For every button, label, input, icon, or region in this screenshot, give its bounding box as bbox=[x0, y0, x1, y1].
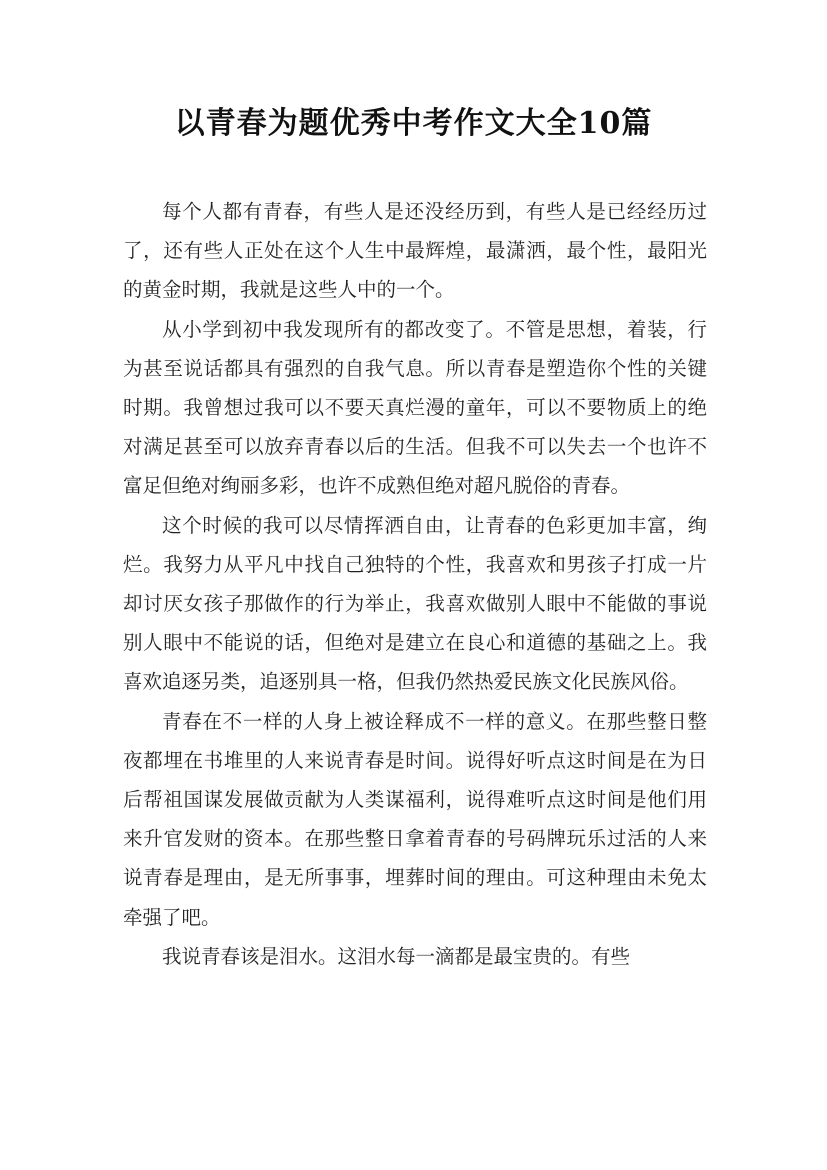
paragraph: 我说青春该是泪水。这泪水每一滴都是最宝贵的。有些 bbox=[162, 944, 631, 968]
paragraph: 青春在不一样的人身上被诠释成不一样的意义。在那些整日整夜都埋在书堆里的人来说青春是时间。说得好听点这时间是在为日后帮祖国谋发展做贡献为人类谋福利，说得难听点这时间是他们用来升官发财的资本。在那些整日拿着青春的号码牌玩乐过活的人来说青春是理由，是无所事事，埋葬时间的理由。可这种理由未免太牵强了吧。 bbox=[123, 709, 707, 929]
paragraph: 从小学到初中我发现所有的都改变了。不管是思想，着装，行为甚至说话都具有强烈的自我气息。所以青春是塑造你个性的关键时期。我曾想过我可以不要天真烂漫的童年，可以不要物质上的绝对满足甚至可以放弃青春以后的生活。但我不可以失去一个也许不富足但绝对绚丽多彩，也许不成熟但绝对超凡脱俗的青春。 bbox=[123, 317, 707, 498]
paragraph: 每个人都有青春，有些人是还没经历到，有些人是已经经历过了，还有些人正处在这个人生中最辉煌，最潇洒，最个性，最阳光的黄金时期，我就是这些人中的一个。 bbox=[123, 200, 707, 302]
document-body bbox=[123, 192, 707, 976]
document-title: 以青春为题优秀中考作文大全10篇 bbox=[174, 106, 653, 141]
paragraph: 这个时候的我可以尽情挥洒自由，让青春的色彩更加丰富，绚烂。我努力从平凡中找自己独特的个性，我喜欢和男孩子打成一片却讨厌女孩子那做作的行为举止，我喜欢做别人眼中不能做的事说别人眼中不能说的话，但绝对是建立在良心和道德的基础之上。我喜欢追逐另类，追逐别具一格，但我仍然热爱民族文化民族风俗。 bbox=[123, 513, 707, 694]
